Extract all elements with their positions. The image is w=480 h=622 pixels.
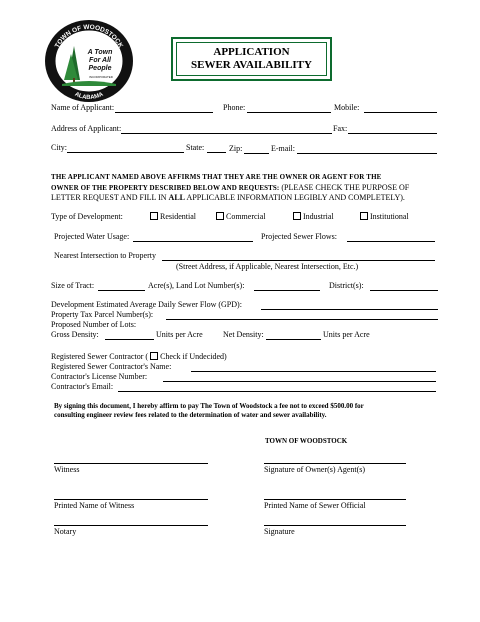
intersection-field[interactable] — [162, 260, 435, 261]
lots-label: Proposed Number of Lots: — [51, 320, 137, 329]
mobile-label: Mobile: — [334, 103, 360, 112]
affirm-line-3 — [51, 193, 405, 203]
email-field[interactable] — [297, 153, 437, 154]
affirm-line-3-b: APPLICABLE INFORMATION LEGIBLY AND COMPLETELY). — [185, 193, 405, 202]
parcel-label: Property Tax Parcel Number(s): — [51, 310, 154, 319]
state-label: State: — [186, 143, 205, 152]
registered-contractor-label — [51, 352, 227, 362]
sewer-flows-label: Projected Sewer Flows: — [261, 232, 337, 241]
affirm-line-2 — [51, 183, 409, 193]
undecided-checkbox[interactable] — [150, 352, 158, 360]
notary-line[interactable] — [54, 525, 208, 526]
town-seal-logo — [38, 18, 140, 104]
registered-contractor-label-b: Check if Undecided) — [160, 352, 227, 361]
printed-witness-line[interactable] — [54, 499, 208, 500]
printed-witness-label: Printed Name of Witness — [54, 501, 135, 510]
development-option-residential[interactable] — [150, 212, 196, 222]
city-label: City: — [51, 143, 68, 152]
phone-label: Phone: — [223, 103, 246, 112]
affirm-line-2-normal: (PLEASE CHECK THE PURPOSE OF — [279, 183, 410, 192]
contractor-license-field[interactable] — [163, 381, 436, 382]
commercial-checkbox[interactable] — [216, 212, 224, 220]
seal-top-text: TOWN OF WOODSTOCK — [53, 23, 125, 50]
witness-label: Witness — [54, 465, 80, 474]
notary-label: Notary — [54, 527, 77, 536]
water-usage-label: Projected Water Usage: — [54, 232, 130, 241]
fee-notice-line-1: By signing this document, I hereby affirm to pay The Town of Woodstock a fee not to exceed $500.00 for — [54, 402, 364, 410]
district-field[interactable] — [370, 290, 438, 291]
net-density-label: Net Density: — [223, 330, 264, 339]
development-type-label: Type of Development: — [51, 212, 123, 221]
name-of-applicant-label: Name of Applicant: — [51, 103, 115, 112]
printed-official-line[interactable] — [264, 499, 406, 500]
witness-signature-line[interactable] — [54, 463, 208, 464]
name-of-applicant-field[interactable] — [115, 112, 213, 113]
title-box — [171, 37, 332, 81]
intersection-hint: (Street Address, if Applicable, Nearest Intersection, Etc.) — [176, 262, 359, 271]
tract-size-field[interactable] — [98, 290, 145, 291]
intersection-label: Nearest Intersection to Property — [54, 251, 156, 260]
gross-units-label: Units per Acre — [156, 330, 203, 339]
development-option-institutional[interactable] — [360, 212, 409, 222]
zip-label: Zip: — [229, 144, 243, 153]
sewer-flows-field[interactable] — [347, 241, 435, 242]
seal-bottom-text: ALABAMA — [73, 91, 105, 102]
gross-density-field[interactable] — [105, 339, 154, 340]
seal-motto-3: People — [88, 65, 112, 72]
printed-official-label: Printed Name of Sewer Official — [264, 501, 366, 510]
owner-signature-label: Signature of Owner(s) Agent(s) — [264, 465, 366, 474]
phone-field[interactable] — [247, 112, 331, 113]
residential-checkbox[interactable] — [150, 212, 158, 220]
owner-signature-line[interactable] — [264, 463, 406, 464]
land-lot-field[interactable] — [254, 290, 320, 291]
affirm-line-3-a: LETTER REQUEST AND FILL IN — [51, 193, 169, 202]
state-field[interactable] — [207, 152, 226, 153]
address-field[interactable] — [121, 133, 332, 134]
tract-size-label: Size of Tract: — [51, 281, 95, 290]
affirm-line-2-bold: OWNER OF THE PROPERTY DESCRIBED BELOW AND REQUESTS: — [51, 184, 280, 192]
address-label: Address of Applicant: — [51, 124, 122, 133]
email-label: E-mail: — [271, 144, 295, 153]
contractor-name-field[interactable] — [191, 371, 436, 372]
zip-field[interactable] — [244, 153, 269, 154]
institutional-checkbox[interactable] — [360, 212, 368, 220]
city-field[interactable] — [67, 152, 184, 153]
signature-label: Signature — [264, 527, 295, 536]
district-label: District(s): — [329, 281, 364, 290]
net-units-label: Units per Acre — [323, 330, 370, 339]
gross-density-label: Gross Density: — [51, 330, 99, 339]
industrial-label: Industrial — [303, 212, 334, 221]
parcel-field[interactable] — [166, 319, 438, 320]
gpd-field[interactable] — [261, 309, 438, 310]
registered-contractor-label-a: Registered Sewer Contractor ( — [51, 352, 149, 361]
contractor-email-field[interactable] — [118, 391, 436, 392]
net-density-field[interactable] — [266, 339, 321, 340]
seal-incorporated: INCORPORATED — [89, 75, 113, 79]
water-usage-field[interactable] — [133, 241, 253, 242]
contractor-license-label: Contractor's License Number: — [51, 372, 148, 381]
institutional-label: Institutional — [370, 212, 409, 221]
fax-field[interactable] — [348, 133, 437, 134]
contractor-name-label: Registered Sewer Contractor's Name: — [51, 362, 172, 371]
mobile-field[interactable] — [364, 112, 437, 113]
fax-label: Fax: — [333, 124, 348, 133]
development-option-industrial[interactable] — [293, 212, 334, 222]
affirm-line-3-bold: ALL — [168, 193, 185, 202]
contractor-email-label: Contractor's Email: — [51, 382, 114, 391]
affirm-line-1: THE APPLICANT NAMED ABOVE AFFIRMS THAT THEY ARE THE OWNER OR AGENT FOR THE — [51, 173, 382, 181]
title-line-1: APPLICATION — [213, 46, 290, 58]
acres-land-lot-label: Acre(s), Land Lot Number(s): — [148, 281, 245, 290]
title-line-2: SEWER AVAILABILITY — [191, 59, 312, 71]
fee-notice-line-2: consulting engineer review fees related to the determination of water and sewer availability. — [54, 411, 327, 419]
industrial-checkbox[interactable] — [293, 212, 301, 220]
seal-motto-2: For All — [89, 57, 111, 64]
gpd-label: Development Estimated Average Daily Sewer Flow (GPD): — [51, 300, 242, 309]
development-option-commercial[interactable] — [216, 212, 266, 222]
seal-motto-1: A Town — [87, 49, 113, 56]
town-of-woodstock-label: TOWN OF WOODSTOCK — [265, 437, 348, 445]
residential-label: Residential — [160, 212, 196, 221]
signature-line[interactable] — [264, 525, 406, 526]
commercial-label: Commercial — [226, 212, 266, 221]
